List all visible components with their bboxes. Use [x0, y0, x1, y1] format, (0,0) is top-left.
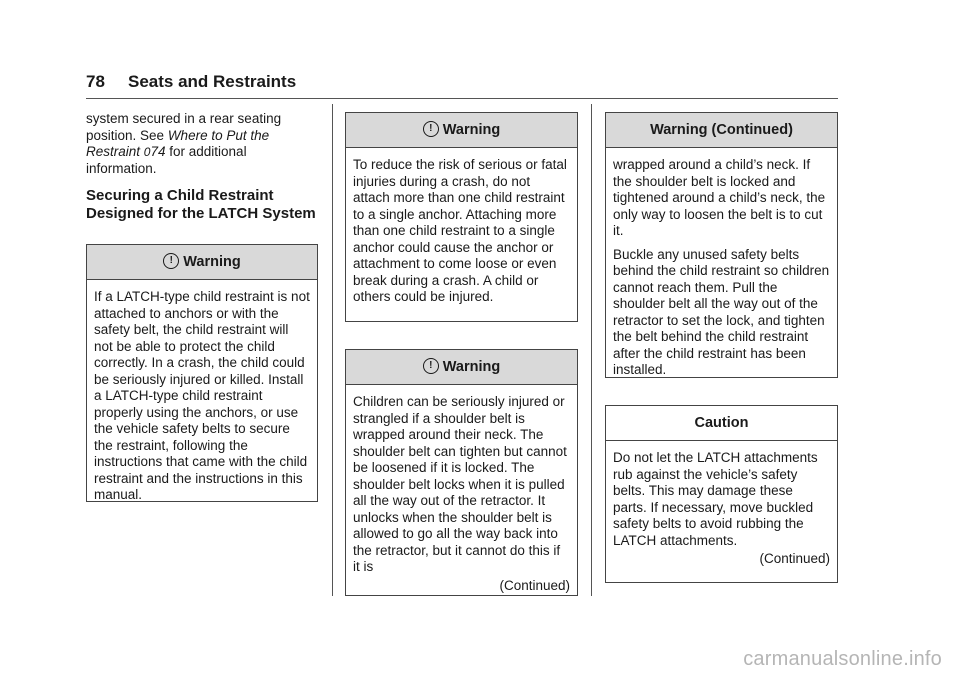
warning-icon: ! — [423, 121, 439, 137]
page-reference-number[interactable]: 74 — [150, 144, 166, 159]
column-divider-2 — [591, 104, 592, 596]
caution-body — [606, 441, 837, 575]
cross-reference-link[interactable]: Where to Put the Restraint — [86, 127, 270, 159]
intro-text: system secured in a rear seating position. See — [86, 111, 282, 143]
warning-title: Warning — [442, 122, 501, 138]
warning-icon: ! — [163, 253, 179, 269]
page-reference-symbol: 0 — [143, 145, 151, 159]
warning-body: If a LATCH-type child restraint is not attached to anchors or with the safety belt, the child restraint will not be able to protect the child correctly. In a crash, the child could be seriously injured or killed. Install a LATCH-type child restraint properly using the anchors, or use the vehicle safety belts to secure the restraint, following the instructions that came with the child restraint and the instructions in this manual. — [94, 289, 310, 502]
column-1 — [86, 111, 318, 223]
warning-box-single-anchor — [345, 112, 578, 322]
page-header — [86, 72, 296, 92]
warning-body — [606, 148, 837, 386]
warning-box-latch — [86, 244, 318, 502]
caution-box — [605, 405, 838, 583]
intro-paragraph — [86, 111, 318, 177]
warning-body: To reduce the risk of serious or fatal injuries during a crash, do not attach more than one child restraint to a single anchor. Attaching more than one child restraint to a single anchor could cause the anchor or attachment to come loose or even break during a crash. A child or others could be injured. — [353, 157, 567, 304]
page-number: 78 — [86, 72, 105, 91]
watermark: carmanualsonline.info — [743, 648, 942, 670]
warning-header — [87, 245, 317, 280]
continued-label: (Continued) — [759, 551, 830, 566]
caution-text: Do not let the LATCH attachments rub against the vehicle’s safety belts. This may damage these parts. If necessary, move buckled safety belts to avoid rubbing the LATCH attachments. — [613, 450, 818, 548]
warning-header — [346, 350, 577, 385]
section-heading: Securing a Child Restraint Designed for the LATCH System — [86, 187, 316, 222]
warning-paragraph-2: Buckle any unused safety belts behind the child restraint so children cannot reach them. Pull the shoulder belt all the way out of the retractor to set the lock, and tighten the belt behind the child restraint after the child restraint has been installed. — [613, 246, 830, 377]
warning-text: Children can be seriously injured or strangled if a shoulder belt is wrapped around their neck. The shoulder belt can tighten but cannot be loosened if it is locked. The shoulder belt locks when it is pulled all the way out of the retractor. It unlocks when the shoulder belt is allowed to go all the way back into the retractor, but it cannot do this if it is — [353, 394, 567, 574]
warning-title: Warning — [442, 359, 501, 375]
warning-box-shoulder-belt — [345, 349, 578, 596]
warning-header: Warning (Continued) — [606, 113, 837, 148]
column-divider-1 — [332, 104, 333, 596]
section-title: Seats and Restraints — [128, 72, 297, 91]
warning-paragraph-1: wrapped around a child’s neck. If the shoulder belt is locked and tightened around a child’s neck, the only way to loosen the belt is to cut it. — [613, 157, 826, 238]
warning-body — [346, 385, 577, 601]
warning-header — [346, 113, 577, 148]
continued-label: (Continued) — [499, 577, 570, 593]
warning-title: Warning — [183, 254, 241, 270]
header-rule — [86, 98, 838, 99]
warning-icon: ! — [423, 358, 439, 374]
intro-text-end: for additional information. — [86, 144, 247, 176]
caution-header: Caution — [606, 406, 837, 441]
warning-box-continued — [605, 112, 838, 378]
